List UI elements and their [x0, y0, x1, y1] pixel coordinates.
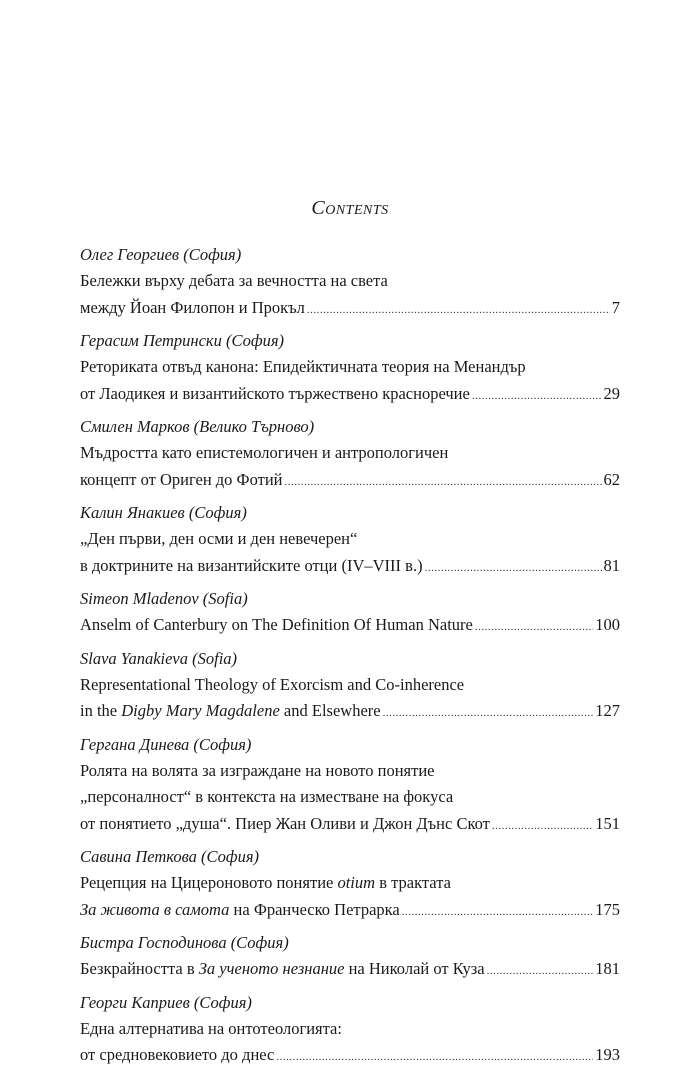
- entry-author: Смилен Марков (Велико Търново): [80, 417, 315, 436]
- entry-title-last-line: [80, 467, 620, 494]
- entry-title-line: [80, 758, 620, 785]
- entry-page-number: 100: [595, 615, 620, 634]
- entry-title-line: [80, 672, 620, 699]
- entry-author: Гергана Динева (София): [80, 734, 252, 754]
- entry-title-line: [80, 1016, 620, 1043]
- entry-page-number: 81: [603, 555, 620, 575]
- entry-title-text: in the: [80, 701, 122, 720]
- entry-author: Slava Yanakieva (Sofia): [80, 648, 238, 668]
- toc-entry: [80, 929, 620, 983]
- entry-title-text: Anselm of Canterbury on The Definition Of Human Nature: [80, 615, 473, 634]
- entry-title-last-line: [80, 956, 620, 983]
- entry-title-line: [80, 526, 620, 553]
- entry-title-line: [80, 354, 620, 381]
- entry-title-text: в трактата: [375, 873, 451, 892]
- entry-title-last-text: [80, 467, 282, 494]
- entry-title-last-line: [80, 897, 620, 924]
- entry-title-line: [80, 870, 620, 897]
- toc-entry: [80, 731, 620, 838]
- entry-page-number: 29: [603, 383, 620, 403]
- entry-title-text: от средновековието до днес: [80, 1045, 275, 1064]
- entry-title-last-text: [80, 553, 423, 580]
- toc-entry: [80, 843, 620, 923]
- entry-title-last-line: [80, 612, 620, 639]
- entry-page-number: 175: [595, 899, 620, 919]
- entry-page-number: 127: [595, 701, 620, 720]
- entry-page-number: 151: [595, 813, 620, 833]
- toc-entry: [80, 645, 620, 725]
- toc-entry: [80, 585, 620, 639]
- entry-title-line: [80, 784, 620, 811]
- entry-title-text: Representational Theology of Exorcism and Co-inherence: [80, 674, 465, 694]
- entry-title-last-line: [80, 381, 620, 408]
- dot-leader: [402, 899, 594, 926]
- entry-title-text-italic: За ученото незнание: [198, 959, 345, 978]
- entry-title-last-line: [80, 811, 620, 838]
- entry-page-number: 181: [595, 959, 620, 978]
- entry-title-text-italic: За живота в самота: [80, 899, 230, 919]
- entry-title-last-text: [80, 295, 305, 322]
- dot-leader: [425, 555, 602, 582]
- entry-title-text: концепт от Ориген до Фотий: [80, 469, 283, 489]
- toc-entry: [80, 413, 620, 493]
- entry-title-text: на Николай от Куза: [344, 959, 485, 978]
- entry-title-line: [80, 268, 620, 295]
- entry-author: Олег Георгиев (София): [80, 245, 242, 264]
- page-title: Contents: [311, 197, 389, 219]
- dot-leader: [284, 469, 601, 496]
- entry-title-text: Рецепция на Цицероновото понятие: [80, 873, 338, 892]
- entry-title-text: Една алтернатива на онтотеологията:: [80, 1018, 342, 1038]
- dot-leader: [492, 813, 593, 840]
- entry-title-text: Мъдростта като епистемологичен и антропологичен: [80, 443, 449, 462]
- entry-title-text: от Лаодикея и византийското тържествено красноречие: [80, 383, 470, 403]
- entry-title-text: and Elsewhere: [279, 701, 381, 720]
- entry-title-text-italic: otium: [337, 873, 376, 892]
- entry-title-last-line: [80, 553, 620, 580]
- entry-author: Бистра Господинова (София): [80, 933, 289, 952]
- entry-title-last-line: [80, 1042, 620, 1069]
- entry-title-text: Безкрайността в: [80, 959, 199, 978]
- dot-leader: [487, 958, 594, 985]
- dot-leader: [307, 297, 610, 324]
- entry-title-text: в доктрините на византийските отци (IV–VIII в.): [80, 555, 423, 575]
- toc-entry: [80, 327, 620, 407]
- toc-entry: [80, 241, 620, 321]
- entry-title-text: „Ден първи, ден осми и ден невечерен“: [80, 529, 358, 548]
- entry-title-line: [80, 440, 620, 467]
- dot-leader: [383, 700, 594, 727]
- entry-title-text: Реториката отвъд канона: Епидейктичната теория на Менандър: [80, 357, 526, 376]
- toc-entry: [80, 989, 620, 1069]
- entry-title-last-line: [80, 698, 620, 725]
- entry-title-last-text: [80, 612, 473, 639]
- entry-title-last-text: [80, 1042, 274, 1069]
- entry-page-number: 7: [611, 297, 620, 317]
- dot-leader: [276, 1044, 593, 1071]
- dot-leader: [475, 614, 593, 641]
- entry-title-text: между Йоан Филопон и Прокъл: [80, 297, 305, 317]
- entry-author: Герасим Петрински (София): [80, 331, 284, 350]
- entry-title-last-text: [80, 381, 470, 408]
- entry-title-last-line: [80, 295, 620, 322]
- entry-title-last-text: [80, 698, 381, 725]
- dot-leader: [472, 383, 602, 410]
- entry-page-number: 62: [603, 469, 620, 489]
- entry-title-text: от понятието „душа“. Пиер Жан Оливи и Джон Дънс Скот: [80, 813, 490, 833]
- entry-title-last-text: [80, 811, 490, 838]
- entry-title-last-text: [80, 956, 485, 983]
- entry-author: Георги Каприев (София): [80, 992, 252, 1012]
- entry-page-number: 193: [595, 1045, 620, 1064]
- entry-title-last-text: [80, 897, 400, 924]
- entry-title-text: на Франческо Петрарка: [229, 899, 400, 919]
- toc-entry: [80, 499, 620, 579]
- entry-title-text: Ролята на волята за изграждане на новото понятие: [80, 760, 435, 780]
- entry-title-text: Бележки върху дебата за вечността на света: [80, 271, 388, 290]
- entry-title-text-italic: Digby Mary Magdalene: [121, 701, 280, 720]
- entry-author: Калин Янакиев (София): [80, 503, 247, 522]
- entry-author: Савина Петкова (София): [80, 847, 260, 866]
- entry-title-text: „персоналност“ в контекста на изместване на фокуса: [80, 787, 454, 806]
- table-of-contents: [80, 241, 620, 1075]
- entry-author: Simeon Mladenov (Sofia): [80, 589, 248, 608]
